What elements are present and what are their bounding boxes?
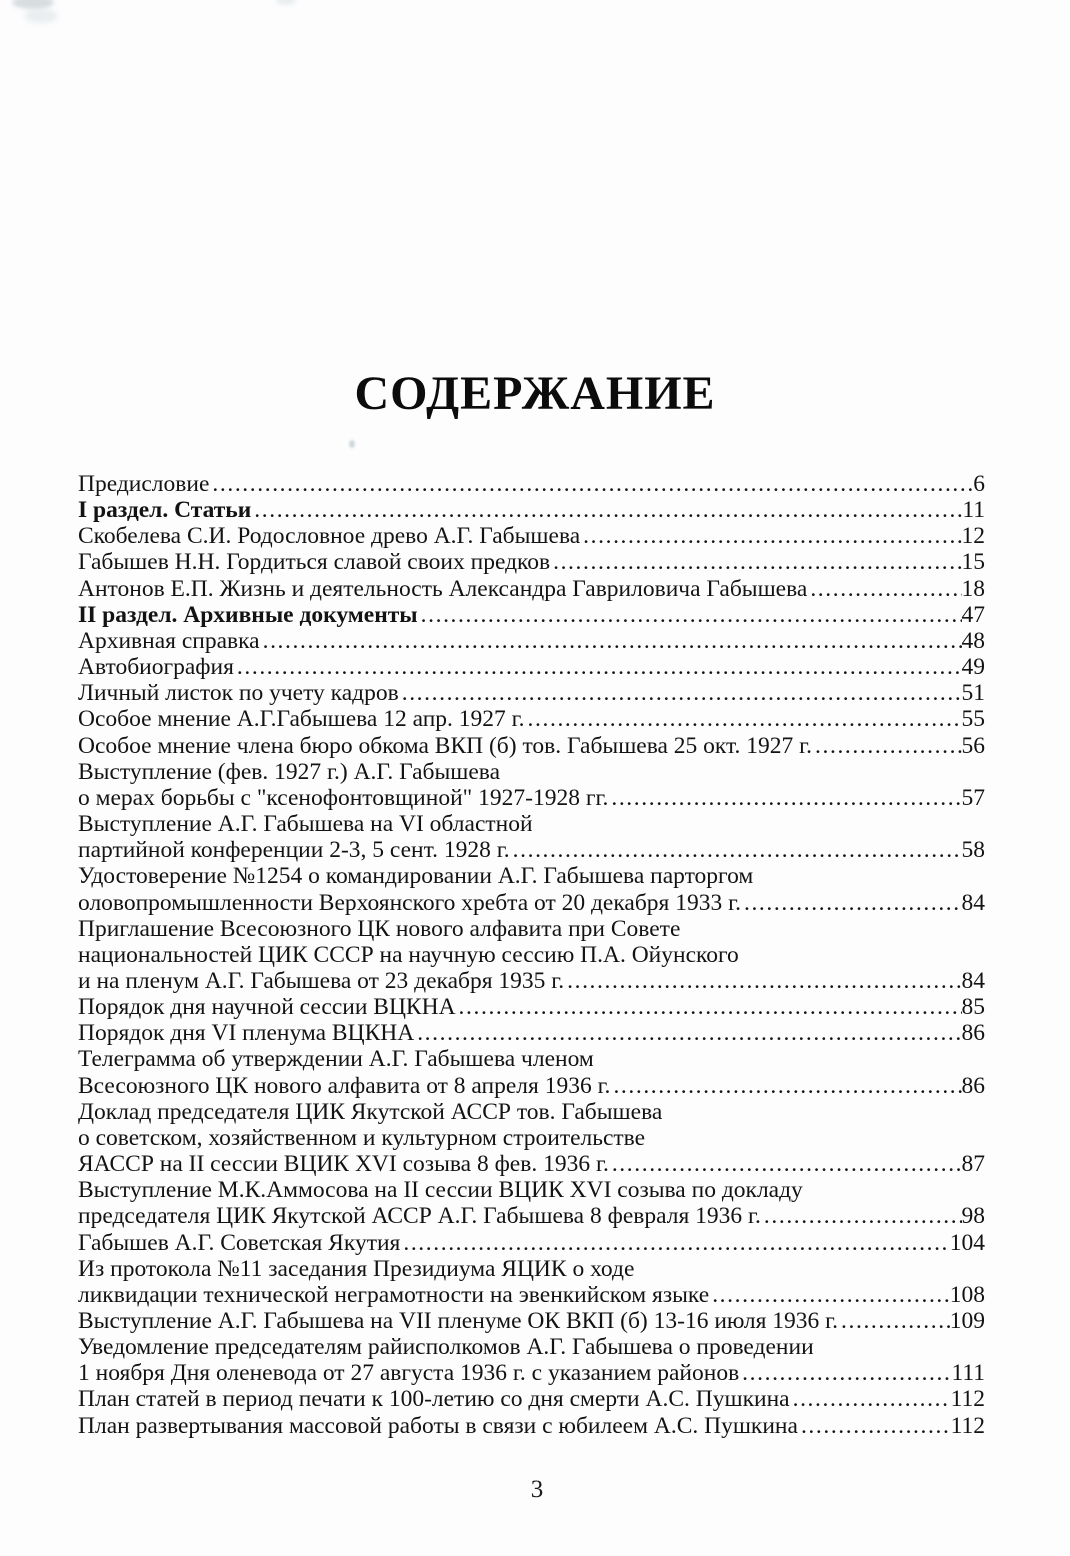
toc-entry [78,1203,985,1229]
scan-artifact [276,0,296,5]
toc-entry [78,1046,985,1072]
toc-entry-page-number: 51 [961,680,985,707]
toc-entry-text: Доклад председателя ЦИК Якутской АССР тов. Габышева [78,1098,663,1125]
toc-entry [78,890,985,916]
toc-entry-text: Скобелева С.И. Родословное древо А.Г. Габышева [78,523,581,550]
toc-entry-text: 1 ноября Дня оленевода от 27 августа 1936 г. с указанием районов [78,1360,740,1387]
footer-page-number: 3 [530,1476,544,1503]
toc-entry [78,706,985,732]
toc-entry [78,785,985,811]
dot-leader [613,1073,961,1099]
toc-entry-text: партийной конференции 2-3, 5 сент. 1928 г. [78,837,510,864]
toc-entry-text: Архивная справка [78,627,260,654]
toc-entry-page-number: 109 [949,1308,985,1334]
dot-leader [212,471,973,497]
dot-leader [744,890,962,916]
toc-entry-page-number: 112 [950,1386,985,1413]
toc-entry-page-number: 47 [961,601,985,628]
toc-entry [78,1282,985,1308]
scan-artifact [349,440,355,448]
dot-leader [513,837,962,863]
toc-entry-text: Выступление А.Г. Габышева на VI областной [78,811,533,838]
toc-entry-page-number: 86 [961,1020,985,1047]
toc-entry-page-number: 112 [950,1412,985,1439]
toc-entry [78,837,985,863]
toc-entry-page-number: 48 [961,627,985,654]
toc-entry-text: Телеграмма об утверждении А.Г. Габышева членом [78,1046,594,1073]
toc-entry [78,916,985,942]
toc-entry [78,733,985,759]
toc-entry [78,654,985,680]
dot-leader [528,706,962,732]
dot-leader [553,549,961,575]
dot-leader [417,1020,961,1046]
toc-entry-page-number: 104 [949,1229,985,1256]
toc-entry-text: Порядок дня VI пленума ВЦКНА [78,1020,415,1047]
toc-entry-text: о мерах борьбы с "ксенофонтовщиной" 1927-1928 гг. [78,784,609,811]
toc-entry-text: ликвидации технической неграмотности на эвенкийском языке [78,1281,710,1308]
toc-entry [78,1360,985,1386]
toc-entry [78,759,985,785]
toc-entry [78,628,985,654]
toc-list [78,471,985,1439]
toc-entry [78,1413,985,1439]
toc-entry-page-number: 18 [961,575,985,602]
dot-leader [567,968,961,994]
toc-entry [78,1386,985,1412]
toc-entry-text: ЯАССР на II сессии ВЦИК XVI созыва 8 фев. 1936 г. [78,1151,609,1178]
toc-entry-page-number: 55 [961,706,985,733]
toc-entry [78,680,985,706]
toc-entry-text: Выступление А.Г. Габышева на VII пленуме ОК ВКП (б) 13-16 июля 1936 г. [78,1308,839,1334]
toc-entry-text: II раздел. Архивные документы [78,601,418,628]
toc-entry [78,497,985,523]
dot-leader [742,1360,951,1386]
dot-leader [612,1151,962,1177]
toc-entry-text: председателя ЦИК Якутской АССР А.Г. Габышева 8 февраля 1936 г. [78,1203,761,1230]
toc-entry-text: Антонов Е.П. Жизнь и деятельность Александра Гавриловича Габышева [78,575,808,602]
toc-entry [78,1230,985,1256]
toc-entry [78,1177,985,1203]
toc-entry-text: оловопромышленности Верхоянского хребта от 20 декабря 1933 г. [78,889,741,916]
toc-entry [78,863,985,889]
toc-entry [78,602,985,628]
dot-leader [815,733,961,759]
dot-leader [237,654,962,680]
toc-entry [78,1334,985,1360]
dot-leader [263,628,962,654]
toc-entry-page-number: 84 [961,967,985,994]
toc-entry-page-number: 56 [961,732,985,759]
toc-entry-page-number: 98 [961,1203,985,1230]
toc-entry-text: Личный листок по учету кадров [78,680,399,707]
toc-entry-page-number: 85 [961,994,985,1021]
toc-entry [78,1308,985,1334]
toc-entry-text: Особое мнение члена бюро обкома ВКП (б) тов. Габышева 25 окт. 1927 г. [78,732,813,759]
toc-entry-page-number: 87 [961,1151,985,1178]
dot-leader [712,1282,950,1308]
toc-entry-text: Предисловие [78,471,210,497]
toc-entry [78,994,985,1020]
page-title: СОДЕРЖАНИЕ [354,367,716,421]
dot-leader [801,1413,951,1439]
toc-entry-text: Особое мнение А.Г.Габышева 12 апр. 1927 г. [78,706,525,733]
toc-entry-text: План статей в период печати к 100-летию со дня смерти А.С. Пушкина [78,1386,790,1413]
toc-entry [78,576,985,602]
dot-leader [254,497,962,523]
dot-leader [403,1230,949,1256]
toc-entry-text: Автобиография [78,654,234,681]
toc-entry-page-number: 58 [961,837,985,864]
dot-leader [764,1203,962,1229]
toc-entry-page-number: 108 [949,1281,985,1308]
dot-leader [402,680,962,706]
dot-leader [841,1308,950,1334]
toc-entry-page-number: 49 [961,654,985,681]
toc-entry-page-number: 15 [961,549,985,576]
toc-entry-page-number: 12 [961,523,985,550]
toc-entry [78,1125,985,1151]
toc-entry [78,811,985,837]
toc-entry-text: Приглашение Всесоюзного ЦК нового алфавита при Совете [78,915,681,942]
toc-entry [78,471,985,497]
toc-entry [78,1151,985,1177]
toc-entry-text: национальностей ЦИК СССР на научную сессию П.А. Ойунского [78,941,739,968]
toc-entry [78,549,985,575]
toc-entry-text: Выступление (фев. 1927 г.) А.Г. Габышева [78,758,501,785]
dot-leader [421,602,962,628]
dot-leader [611,785,961,811]
toc-entry-text: Из протокола №11 заседания Президиума ЯЦИК о ходе [78,1255,635,1282]
toc-entry [78,942,985,968]
toc-entry-text: о советском, хозяйственном и культурном строительстве [78,1124,646,1151]
toc-entry-text: Всесоюзного ЦК нового алфавита от 8 апреля 1936 г. [78,1072,611,1099]
toc-entry-text: План развертывания массовой работы в связи с юбилеем А.С. Пушкина [78,1412,798,1439]
toc-entry-text: Уведомление председателям райисполкомов А.Г. Габышева о проведении [78,1334,814,1361]
scan-artifact [12,0,54,9]
toc-entry [78,1256,985,1282]
toc-entry [78,1073,985,1099]
toc-entry [78,1020,985,1046]
toc-entry-page-number: 86 [961,1072,985,1099]
toc-entry-text: Порядок дня научной сессии ВЦКНА [78,994,456,1021]
toc-entry-page-number: 111 [951,1360,985,1387]
toc-entry-page-number: 57 [961,784,985,811]
toc-entry-text: Выступление М.К.Аммосова на II сессии ВЦИК XVI созыва по докладу [78,1177,803,1204]
dot-leader [583,523,961,549]
toc-entry-page-number: 84 [961,889,985,916]
toc-entry [78,523,985,549]
toc-entry [78,968,985,994]
toc-entry-text: I раздел. Статьи [78,497,252,524]
toc-entry [78,1099,985,1125]
toc-entry-page-number: 6 [973,471,985,497]
toc-entry-text: Удостоверение №1254 о командировании А.Г. Габышева парторгом [78,863,754,890]
scan-artifact [24,9,58,23]
toc-entry-text: Габышев А.Г. Советская Якутия [78,1229,401,1256]
toc-entry-page-number: 11 [962,497,985,524]
dot-leader [810,576,961,602]
dot-leader [459,994,962,1020]
toc-entry-text: и на пленум А.Г. Габышева от 23 декабря 1935 г. [78,967,565,994]
toc-entry-text: Габышев Н.Н. Гордиться славой своих предков [78,549,551,576]
dot-leader [793,1386,951,1412]
